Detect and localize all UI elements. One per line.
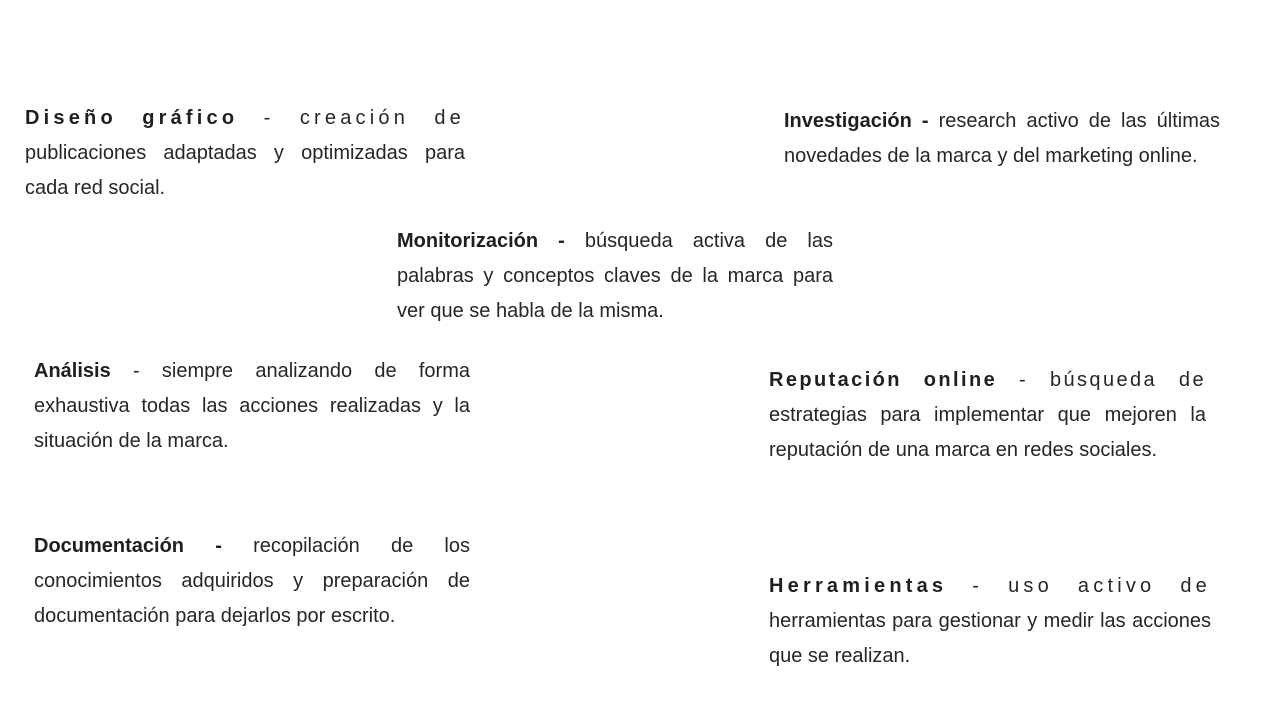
- service-herramientas: [769, 569, 1211, 674]
- service-term: Reputación online: [769, 369, 998, 391]
- service-separator: [222, 535, 253, 557]
- service-diseno-grafico: [25, 101, 465, 206]
- service-description-lead: búsqueda de: [1049, 369, 1206, 391]
- service-description-lead: creación de: [299, 107, 466, 129]
- service-term: Herramientas: [769, 575, 948, 597]
- service-investigacion: [784, 104, 1220, 174]
- service-separator: [929, 110, 939, 132]
- service-description: research activo de las últimas novedades de la marca y del marketing online.: [784, 110, 1221, 167]
- service-description: búsqueda activa de las palabras y conceptos claves de la marca para ver que se habla de la misma.: [397, 230, 833, 322]
- service-description: siempre analizando de forma exhaustiva todas las acciones realizadas y la situación de la marca.: [34, 360, 470, 452]
- service-separator: -: [947, 575, 1009, 597]
- service-description-rest: estrategias para implementar que mejoren la reputación de una marca en redes sociales.: [769, 404, 1206, 461]
- service-term: Monitorización -: [397, 230, 565, 252]
- service-analisis: [34, 354, 470, 459]
- service-separator: -: [110, 360, 162, 382]
- service-term: Documentación -: [34, 535, 222, 557]
- service-description-rest: herramientas para gestionar y medir las acciones que se realizan.: [769, 610, 1211, 667]
- service-term: Análisis: [34, 360, 111, 382]
- service-term: Diseño gráfico: [25, 107, 239, 129]
- service-monitorizacion: [397, 224, 833, 329]
- service-description: recopilación de los conocimientos adquiridos y preparación de documentación para dejarlos por escrito.: [34, 535, 470, 627]
- service-separator: -: [238, 107, 300, 129]
- service-description-lead: uso activo de: [1008, 575, 1212, 597]
- service-documentacion: [34, 529, 470, 634]
- service-description-rest: publicaciones adaptadas y optimizadas para cada red social.: [25, 142, 465, 199]
- service-separator: [565, 230, 585, 252]
- service-separator: -: [997, 369, 1050, 391]
- service-term: Investigación -: [784, 110, 929, 132]
- service-reputacion-online: [769, 363, 1206, 468]
